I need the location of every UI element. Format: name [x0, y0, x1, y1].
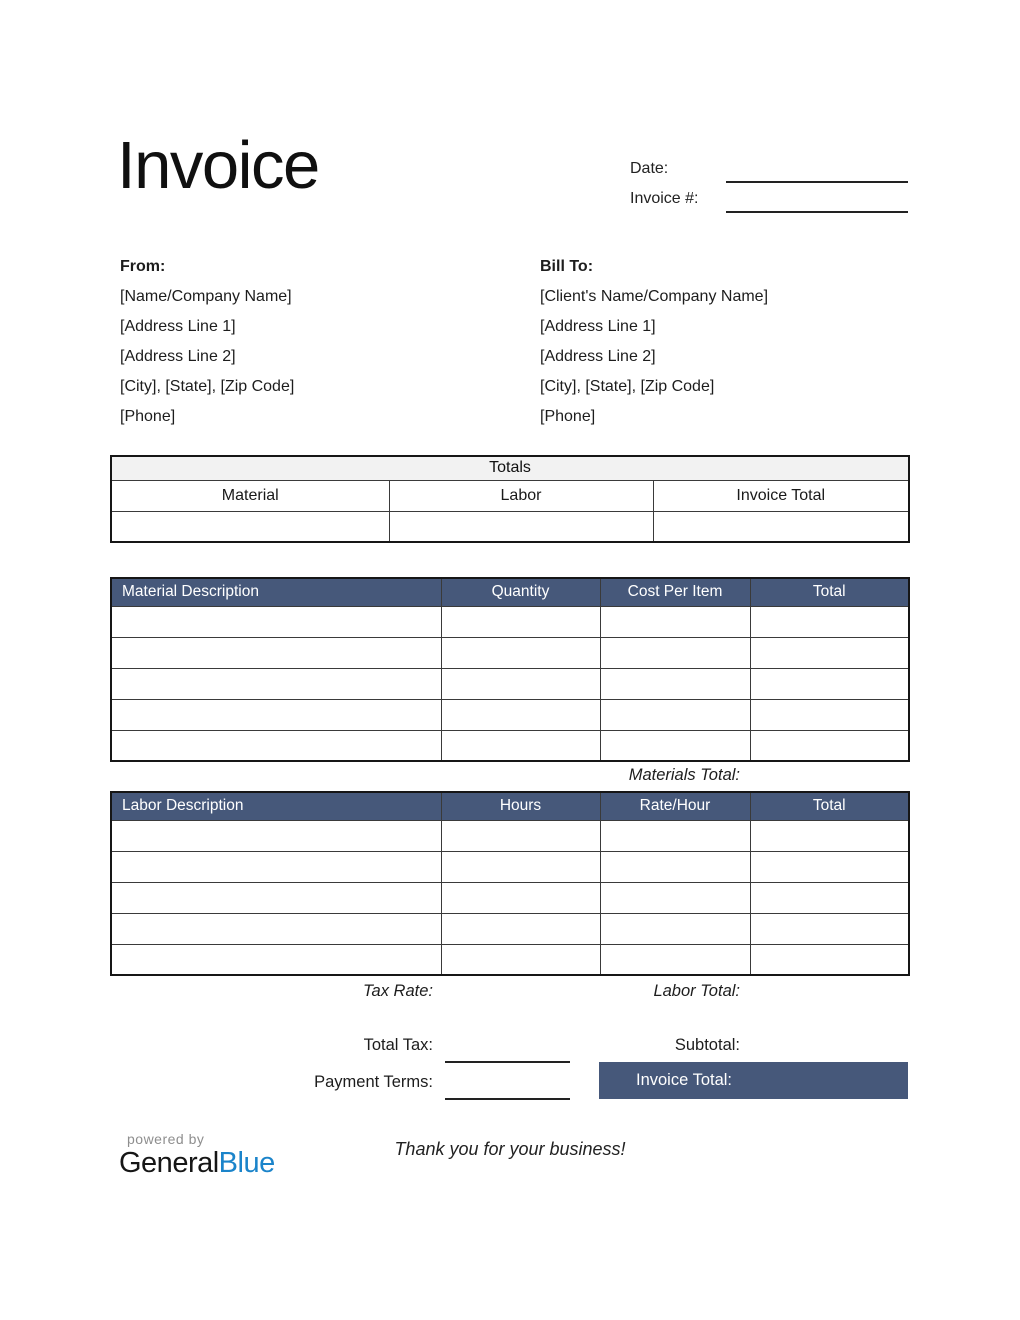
- totals-value-row: [111, 511, 909, 542]
- table-cell[interactable]: [441, 944, 600, 975]
- totals-col-material: Material: [111, 480, 389, 511]
- payment-terms-label: Payment Terms:: [314, 1073, 433, 1091]
- brand-blue-text: Blue: [218, 1147, 275, 1179]
- date-input-line[interactable]: [726, 181, 908, 183]
- table-cell[interactable]: [600, 606, 750, 637]
- table-cell[interactable]: [111, 606, 441, 637]
- table-cell[interactable]: [600, 637, 750, 668]
- labor-col-rate-per-hour: Rate/Hour: [600, 792, 750, 820]
- table-row: [111, 730, 909, 761]
- invoice-total-box: [599, 1062, 908, 1099]
- from-name: [Name/Company Name]: [120, 288, 292, 305]
- totals-invoice-total-cell[interactable]: [653, 511, 909, 542]
- table-cell[interactable]: [441, 606, 600, 637]
- table-cell[interactable]: [441, 820, 600, 851]
- from-block: [120, 252, 294, 432]
- table-cell[interactable]: [441, 882, 600, 913]
- labor-total-label: Labor Total:: [653, 982, 740, 1000]
- table-cell[interactable]: [111, 730, 441, 761]
- bill-to-label: Bill To:: [540, 258, 594, 275]
- table-cell[interactable]: [750, 913, 909, 944]
- labor-col-hours: Hours: [441, 792, 600, 820]
- table-cell[interactable]: [750, 606, 909, 637]
- materials-total-label: Materials Total:: [628, 766, 740, 784]
- labor-col-total: Total: [750, 792, 909, 820]
- totals-labor-cell[interactable]: [389, 511, 653, 542]
- total-tax-label: Total Tax:: [363, 1036, 433, 1054]
- table-cell[interactable]: [441, 668, 600, 699]
- invoice-total-label: Invoice Total:: [636, 1071, 733, 1089]
- total-tax-input-line[interactable]: [445, 1061, 570, 1063]
- table-cell[interactable]: [441, 851, 600, 882]
- totals-title: Totals: [111, 456, 909, 480]
- brand-general-text: General: [119, 1147, 219, 1179]
- bill-to-city-state-zip: [City], [State], [Zip Code]: [540, 378, 715, 395]
- table-cell[interactable]: [111, 820, 441, 851]
- table-cell[interactable]: [111, 637, 441, 668]
- invoice-number-input-line[interactable]: [726, 211, 908, 213]
- table-cell[interactable]: [441, 699, 600, 730]
- table-row: [111, 851, 909, 882]
- thank-you-message: Thank you for your business!: [394, 1139, 626, 1159]
- payment-terms-input-line[interactable]: [445, 1098, 570, 1100]
- powered-by-text: powered by: [127, 1131, 205, 1147]
- table-cell[interactable]: [111, 913, 441, 944]
- table-cell[interactable]: [750, 944, 909, 975]
- table-cell[interactable]: [600, 913, 750, 944]
- bill-to-name: [Client's Name/Company Name]: [540, 288, 769, 305]
- bill-to-address-2: [Address Line 2]: [540, 348, 656, 365]
- table-cell[interactable]: [111, 851, 441, 882]
- labor-col-description: Labor Description: [111, 792, 441, 820]
- bill-to-block: [540, 252, 768, 432]
- materials-col-quantity: Quantity: [441, 578, 600, 606]
- table-cell[interactable]: [600, 944, 750, 975]
- table-cell[interactable]: [111, 944, 441, 975]
- date-label: Date:: [630, 160, 669, 177]
- table-cell[interactable]: [750, 668, 909, 699]
- invoice-number-label: Invoice #:: [630, 190, 699, 207]
- table-cell[interactable]: [600, 851, 750, 882]
- tax-rate-label: Tax Rate:: [362, 982, 433, 1000]
- table-cell[interactable]: [111, 668, 441, 699]
- table-cell[interactable]: [441, 637, 600, 668]
- table-row: [111, 820, 909, 851]
- table-cell[interactable]: [750, 637, 909, 668]
- table-row: [111, 913, 909, 944]
- table-cell[interactable]: [600, 668, 750, 699]
- subtotal-label: Subtotal:: [674, 1036, 740, 1054]
- totals-col-invoice-total: Invoice Total: [653, 480, 909, 511]
- bill-to-address-1: [Address Line 1]: [540, 318, 656, 335]
- table-cell[interactable]: [750, 882, 909, 913]
- from-address-1: [Address Line 1]: [120, 318, 236, 335]
- materials-table: [110, 577, 910, 762]
- table-cell[interactable]: [750, 699, 909, 730]
- table-row: [111, 606, 909, 637]
- table-row: [111, 944, 909, 975]
- from-city-state-zip: [City], [State], [Zip Code]: [120, 378, 295, 395]
- totals-table: [110, 455, 910, 543]
- from-label: From:: [120, 258, 166, 275]
- from-phone: [Phone]: [120, 408, 176, 425]
- table-cell[interactable]: [750, 851, 909, 882]
- table-cell[interactable]: [441, 730, 600, 761]
- table-cell[interactable]: [600, 730, 750, 761]
- table-row: [111, 882, 909, 913]
- table-cell[interactable]: [441, 913, 600, 944]
- table-row: [111, 668, 909, 699]
- bill-to-phone: [Phone]: [540, 408, 596, 425]
- totals-col-labor: Labor: [389, 480, 653, 511]
- table-cell[interactable]: [750, 820, 909, 851]
- table-cell[interactable]: [111, 699, 441, 730]
- table-cell[interactable]: [600, 882, 750, 913]
- table-cell[interactable]: [750, 730, 909, 761]
- table-cell[interactable]: [111, 882, 441, 913]
- page-title: Invoice: [117, 128, 319, 203]
- materials-col-cost-per-item: Cost Per Item: [600, 578, 750, 606]
- materials-col-description: Material Description: [111, 578, 441, 606]
- labor-table: [110, 791, 910, 976]
- table-row: [111, 699, 909, 730]
- table-cell[interactable]: [600, 699, 750, 730]
- materials-col-total: Total: [750, 578, 909, 606]
- table-cell[interactable]: [600, 820, 750, 851]
- from-address-2: [Address Line 2]: [120, 348, 236, 365]
- table-row: [111, 637, 909, 668]
- totals-material-cell[interactable]: [111, 511, 389, 542]
